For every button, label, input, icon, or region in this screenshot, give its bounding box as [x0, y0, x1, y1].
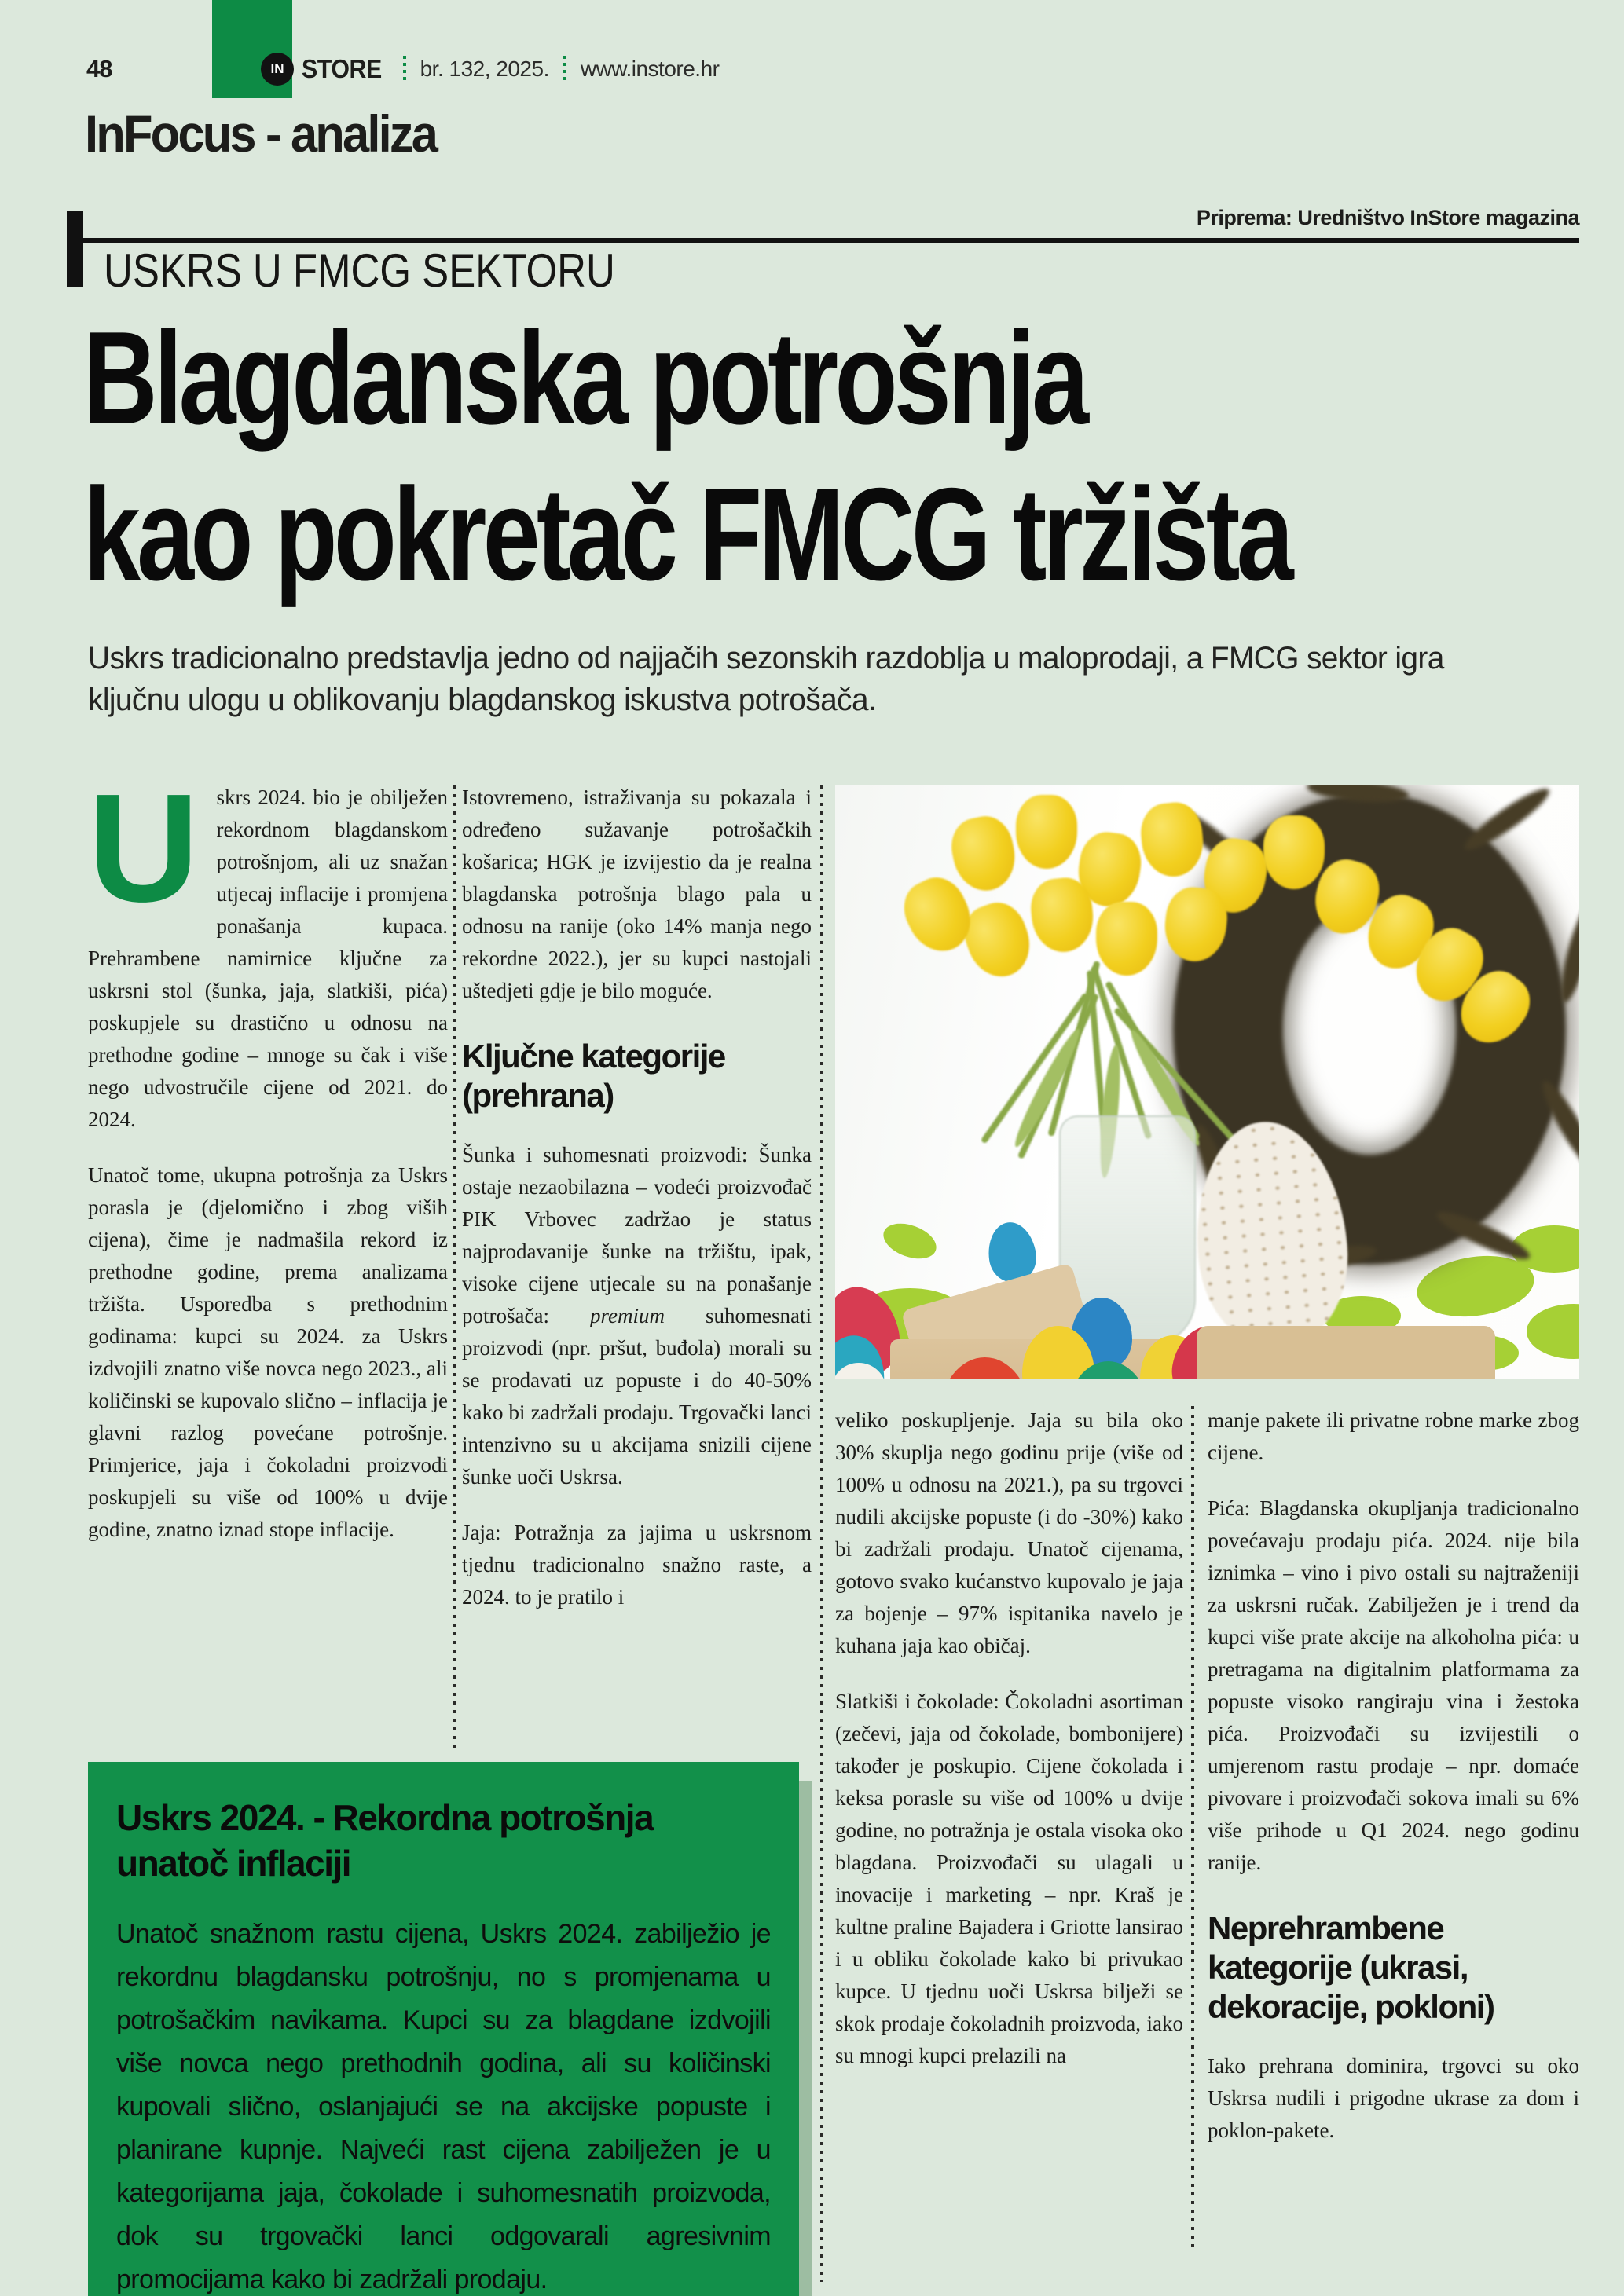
paragraph-text: suhomesnati proizvodi (npr. pršut, buđola) morali su se prodavati uz popuste i do 40-50% kako bi zadržali prodaju. Trgovački lanci intenzivno su u akcijama snizili cijene šunke uoči Uskrsa.	[462, 1304, 812, 1489]
tulip-flower	[946, 811, 1021, 896]
column-divider	[820, 785, 823, 2282]
paragraph-text: skrs 2024. bio je obilježen rekordnom blagdanskom potrošnjom, ali uz snažan utjecaj inflacije i promjena ponašanja kupaca. Prehrambene namirnice ključne za uskrsni stol (šunka, jaja, slatkiši, pića) poskupjele su drastično u odnosu na prethodne godine – mnoge su čak i više nego udvostručile cijene od 2021. do 2024.	[88, 785, 448, 1131]
paragraph: Jaja: Potražnja za jajima u uskrsnom tjednu tradicionalno snažno raste, a 2024. to je pratilo i	[462, 1521, 812, 1609]
header-dotted-separator	[403, 56, 406, 82]
cloth-dot	[1527, 1304, 1579, 1359]
paragraph-text: Šunka i suhomesnati proizvodi: Šunka ostaje nezaobilazna – vodeći proizvođač PIK Vrbovec zadržao je status najprodavanije šunke na tržištu, ipak, visoke cijene utjecale su na ponašanje potrošača:	[462, 1143, 812, 1327]
instore-in-logo-icon: IN	[261, 53, 294, 86]
kicker-bar	[67, 211, 83, 287]
paragraph: Pića: Blagdanska okupljanja tradicionalno povećavaju prodaju pića. 2024. nije bila iznimka – vino i pivo ostali su najtraženiji za uskrsni ručak. Zabilježen je i trend da kupci više prate akcije na alkoholna pića: u pretragama na digitalnim platformama za popuste visoko rangiraju vina i žestoka pića. Proizvođači su izvijestili o umjerenom rastu prodaje – npr. domaće pivovare i proizvođači sokova imali su 6% više prihode u Q1 2024. nego godinu ranije.	[1208, 1496, 1579, 1874]
body-column-1	[88, 762, 448, 1569]
tulip-flower	[1138, 800, 1206, 880]
callout-body: Unatoč snažnom rastu cijena, Uskrs 2024. zabilježio je rekordnu blagdansku potrošnju, no s promjenama u potrošačkim navikama. Kupci su za blagdane izdvojili više novca nego prethodnih godina, ali su količinski kupovali slično, oslanjajući se na akcijske popuste i planirane kupnje. Najveći rast cijena zabilježen je u kategorijama jaja, čokolade i suhomesnatih proizvoda, dok su trgovački lanci odgovarali agresivnim promocijama kako bi zadržali prodaju.	[116, 1919, 771, 2294]
horizontal-rule	[67, 238, 1579, 243]
column-divider	[1191, 1406, 1194, 2247]
page-number: 48	[86, 55, 112, 82]
wreath-tuft	[1459, 785, 1554, 857]
subhead-nonfood-categories: Neprehrambene kategorije (ukrasi, dekoracije, pokloni)	[1208, 1910, 1494, 2025]
callout-box	[88, 1762, 799, 2296]
article-headline	[83, 300, 1290, 613]
headline-line-2: kao pokretač FMCG tržišta	[83, 460, 1290, 608]
italic-word: premium	[589, 1304, 665, 1327]
article-lede: Uskrs tradicionalno predstavlja jedno od najjačih sezonskih razdoblja u maloprodaji, a FMCG sektor igra ključnu ulogu u oblikovanju blagdanskog iskustva potrošača.	[88, 641, 1444, 717]
paragraph: veliko poskupljenje. Jaja su bila oko 30% skuplja nego godinu prije (više od 100% u odnosu na 2021.), pa su trgovci nudili akcijske popuste (i do -30%) kako bi zadržali prodaju. Unatoč cijenama, gotovo svako kućanstvo kupovalo je jaja za bojenje – 97% ispitanika navelo je kuhana jaja kao običaj.	[835, 1408, 1183, 1657]
issue-number: br. 132, 2025.	[420, 57, 549, 81]
tulip-flower	[1096, 902, 1157, 976]
tulip-flower	[956, 895, 1039, 985]
headline-line-1: Blagdanska potrošnja	[83, 304, 1086, 452]
egg-carton-lid	[1197, 1326, 1495, 1379]
paragraph	[462, 1139, 812, 1493]
paragraph: Unatoč tome, ukupna potrošnja za Uskrs porasla je (djelomično i zbog viših cijena), čime je nadmašila rekord iz prethodne godine, prema analizama tržišta. Usporedba s prethodnim godinama: kupci su 2024. za Uskrs izdvojili znatno više novca nego 2023., ali količinski se kupovalo slično – inflacija je glavni razlog povećane potrošnje. Primjerice, jaja i čokoladni proizvodi poskupjeli su više od 100% u dvije godine, znatno iznad stope inflacije.	[88, 1163, 448, 1541]
paragraph: manje pakete ili privatne robne marke zbog cijene.	[1208, 1408, 1579, 1464]
easter-photo	[835, 785, 1579, 1379]
cloth-dot	[878, 1217, 940, 1265]
paragraph	[88, 762, 448, 1136]
body-column-4	[1208, 1404, 1579, 2170]
paragraph: Istovremeno, istraživanja su pokazala i određeno sužavanje potrošačkih košarica; HGK je izvijestio da je realna blagdanska potrošnja blago pala u odnosu na ranije (oko 14% manja nego rekordne 2022.), jer su kupci nastojali uštedjeti gdje je bilo moguće.	[462, 785, 812, 1002]
subhead-key-categories: Ključne kategorije (prehrana)	[462, 1038, 725, 1114]
body-column-2	[462, 782, 812, 1637]
paragraph: Slatkiši i čokolade: Čokoladni asortiman (zečevi, jaja od čokolade, bombonijere) također je poskupio. Cijene čokolada i keksa porasle su više od 100% u dvije godine, no potražnja je ostala visoka oko blagdana. Proizvođači su ulagali u inovacije i marketing – npr. Kraš je kultne praline Bajadera i Griotte lansirao i u obliku čokolade kako bi privukao kupce. U tjednu uoči Uskrsa bilježi se skok prodaje čokoladnih proizvoda, iako su mnogi kupci prelazili na	[835, 1690, 1183, 2067]
byline: Priprema: Uredništvo InStore magazina	[1196, 206, 1579, 229]
column-divider	[453, 785, 456, 1748]
magazine-logo-row	[261, 52, 719, 86]
section-title: InFocus - analiza	[85, 104, 437, 163]
instore-logo-wordmark: STORE	[302, 54, 382, 83]
callout-title: Uskrs 2024. - Rekordna potrošnja unatoč inflaciji	[116, 1797, 654, 1884]
body-column-3	[835, 1404, 1183, 2096]
website-url: www.instore.hr	[580, 57, 720, 81]
kicker-label: USKRS U FMCG SEKTORU	[104, 244, 615, 297]
drop-cap: U	[88, 762, 200, 934]
header-dotted-separator	[563, 56, 566, 82]
paragraph: Iako prehrana dominira, trgovci su oko Uskrsa nudili i prigodne ukrase za dom i poklon-pakete.	[1208, 2054, 1579, 2142]
tulip-flower	[1016, 795, 1077, 869]
tulip-flower	[1263, 815, 1325, 889]
